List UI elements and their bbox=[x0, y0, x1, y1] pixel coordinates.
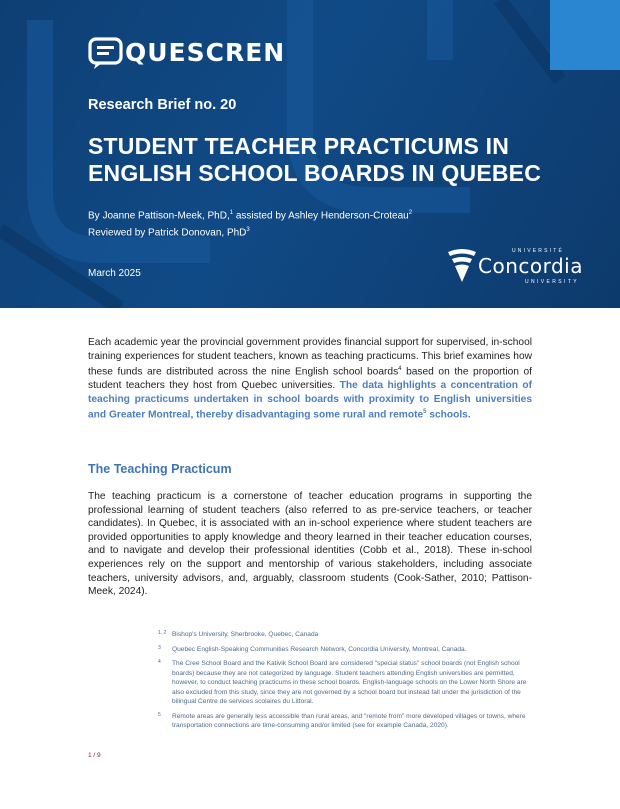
footnote-mark: 3 bbox=[158, 644, 161, 651]
title-line-2: ENGLISH SCHOOL BOARDS IN QUEBEC bbox=[88, 160, 542, 186]
publication-date: March 2025 bbox=[88, 268, 141, 279]
intro-highlight-1: The data highlights a concentration of teaching practicums undertaken in school boards with proximity to English universities and Greater Montreal, thereby disadvantaging some rural and remote bbox=[88, 380, 532, 421]
accent-square bbox=[550, 0, 620, 70]
assistant-name: assisted by Ashley Henderson-Croteau bbox=[233, 210, 409, 222]
footnote-mark: 5 bbox=[158, 711, 161, 718]
intro-paragraph bbox=[88, 336, 532, 422]
intro-text-1: Each academic year the provincial government provides financial support for supervised, in-school training experiences for student teachers, known as teaching practicums. This brief examines how these funds are distributed across the nine English school boards bbox=[88, 337, 532, 378]
footnote-mark: 1, 2 bbox=[158, 630, 167, 636]
concordia-name: Concordia bbox=[478, 254, 583, 278]
footnote-text: Remote areas are generally less accessible than rural areas, and "remote from" more developed villages or towns, where transportation connections are time-consuming and/or limited (see for example Canada, 2020). bbox=[172, 712, 526, 729]
footnote-item bbox=[158, 645, 538, 655]
byline bbox=[88, 206, 412, 241]
footnote-text: The Cree School Board and the Kativik School Board are considered "special status" school boards (not English school boards) because they are not categorized by language. Student teachers attending English universities are permitted, however, to conduct teaching practicums in these school boards. English-language schools on the Lower North Shore are also excluded from this study, since they are not governed by a school board but instead fall under the jurisdiction of the bilingual Centre de services scolaires du Littoral. bbox=[172, 660, 527, 705]
quescren-logo bbox=[88, 36, 285, 70]
footnotes bbox=[158, 630, 538, 736]
footnote-ref-4: 4 bbox=[398, 366, 402, 373]
title-line-1: STUDENT TEACHER PRACTICUMS IN bbox=[88, 133, 510, 159]
footnote-text: Quebec English-Speaking Communities Research Network, Concordia University, Montreal, Canada. bbox=[172, 645, 467, 653]
footnote-ref-2: 2 bbox=[408, 210, 413, 216]
reviewer-name: Reviewed by Patrick Donovan, PhD bbox=[88, 227, 247, 239]
intro-highlight-2: schools. bbox=[426, 409, 471, 421]
footnote-ref-3: 3 bbox=[246, 227, 250, 234]
concordia-logo bbox=[446, 248, 596, 286]
footnote-item bbox=[158, 630, 538, 640]
section-heading: The Teaching Practicum bbox=[88, 462, 232, 476]
brief-number: Research Brief no. 20 bbox=[88, 97, 237, 113]
footnote-item bbox=[158, 659, 538, 707]
header-banner bbox=[0, 0, 620, 308]
speech-bubble-q-icon bbox=[88, 36, 124, 70]
author-name: By Joanne Pattison-Meek, PhD, bbox=[88, 210, 230, 222]
concordia-universite: UNIVERSITÉ bbox=[512, 248, 565, 254]
intro-block bbox=[88, 336, 532, 422]
footnote-ref-5: 5 bbox=[423, 409, 427, 416]
page-number: 1 / 9 bbox=[88, 752, 101, 759]
footnote-item bbox=[158, 712, 538, 731]
page-title bbox=[88, 133, 558, 187]
author-line bbox=[88, 206, 412, 223]
reviewer-line bbox=[88, 223, 412, 240]
footnote-text: Bishop's University, Sherbrooke, Quebec, Canada bbox=[172, 631, 319, 638]
concordia-university: UNIVERSITY bbox=[525, 279, 580, 285]
concordia-crest-icon bbox=[446, 248, 478, 286]
intro-text-2: based on the proportion of student teachers they host from Quebec universities. bbox=[88, 366, 532, 392]
footnote-mark: 4 bbox=[158, 659, 161, 665]
section-paragraph: The teaching practicum is a cornerstone of teacher education programs in supporting the professional learning of student teachers (also referred to as pre-service teachers, or teacher candidates). In Quebec, it is associated with an in-school experience where student teachers are provided opportunities to apply knowledge and theory learned in their teacher education courses, and to navigate and develop their professional identities (Cobb et al., 2018). These in-school experiences rely on the support and mentorship of various stakeholders, including associate teachers, university advisors, and, arguably, classroom students (Cook-Sather, 2010; Pattison-Meek, 2024). bbox=[88, 491, 532, 598]
section-block bbox=[88, 462, 532, 599]
footnote-ref-1: 1 bbox=[229, 210, 234, 216]
logo-text: QUESCREN bbox=[125, 38, 286, 67]
